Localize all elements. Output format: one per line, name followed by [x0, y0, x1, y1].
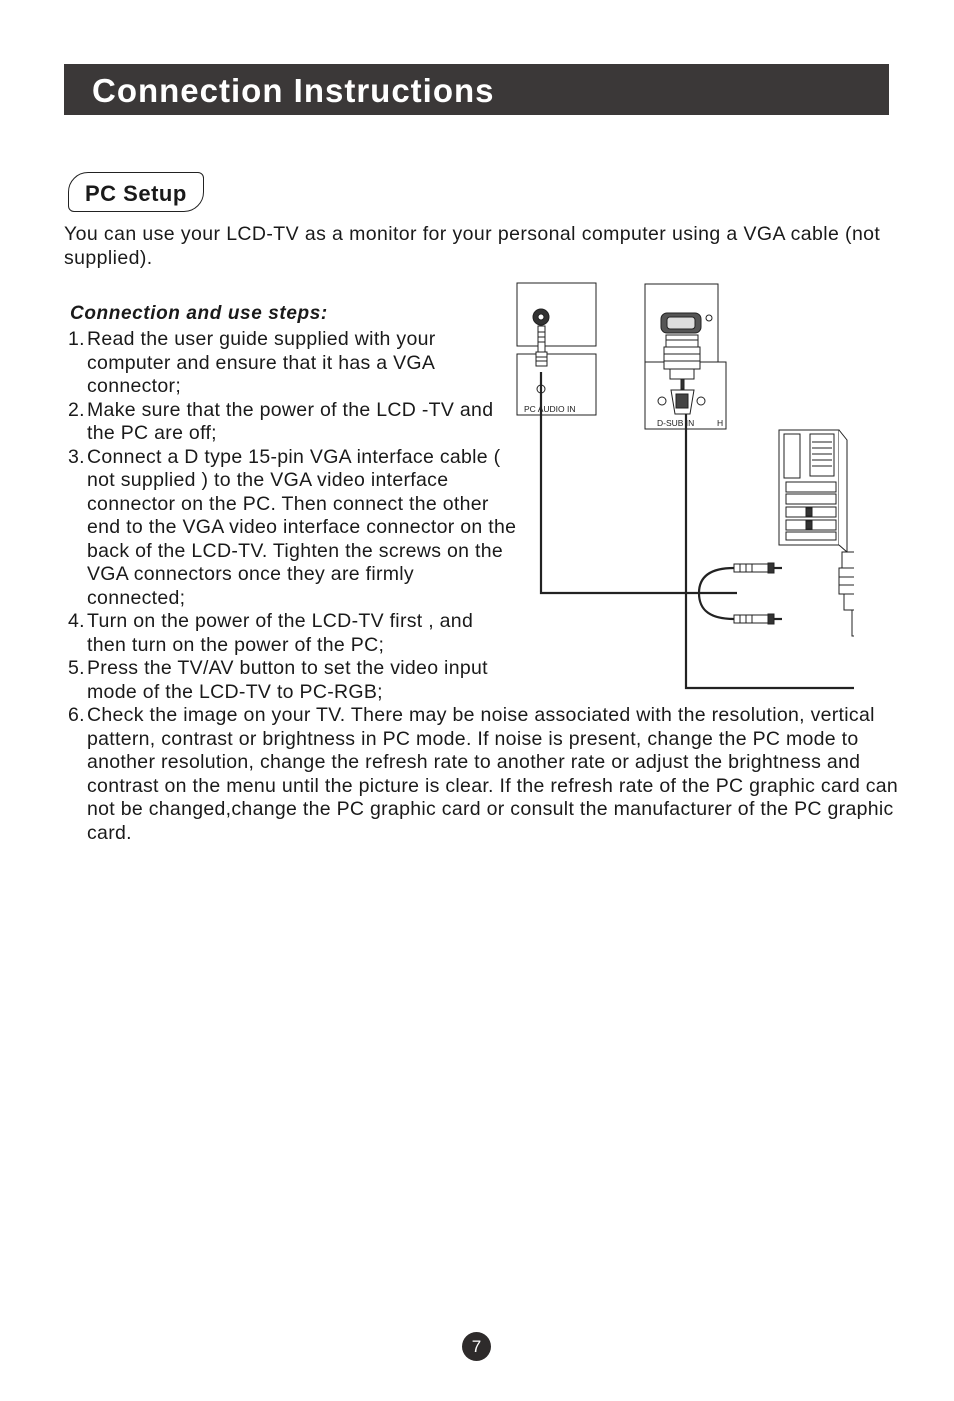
step-number: 2.: [68, 398, 85, 421]
page-number: 7: [462, 1332, 491, 1361]
steps-heading: Connection and use steps:: [70, 303, 328, 324]
step-number: 3.: [68, 445, 85, 468]
step-text: Press the TV/AV button to set the video input mode of the LCD-TV to PC-RGB;: [87, 657, 488, 703]
step-item: [68, 399, 517, 446]
section-badge: [68, 172, 204, 212]
step-number: 4.: [68, 610, 85, 632]
header-bar: [64, 64, 889, 115]
step-item: [68, 610, 517, 657]
step-number: 6.: [68, 704, 85, 726]
step-number: 5.: [68, 657, 85, 679]
audio-panel-top: [517, 283, 596, 346]
page-title: Connection Instructions: [92, 72, 495, 109]
pc-audio-label: PC AUDIO IN: [524, 404, 576, 414]
step-text: Read the user guide supplied with your computer and ensure that it has a VGA connector;: [87, 328, 436, 397]
step-text: Make sure that the power of the LCD -TV and the PC are off;: [87, 398, 494, 444]
step-item: [68, 704, 917, 845]
dsub-label: D-SUB IN: [657, 418, 695, 428]
vga-connector-icon: [658, 313, 712, 414]
step-text: Check the image on your TV. There may be noise associated with the resolution, vertical pattern, contrast or brightness in PC mode. If noise is present, change the PC mode to another resolution, change the refresh rate to another rate or adjust the brightness and contrast on the menu until the picture is clear. If the refresh rate of the PC graphic card can not be changed,change the PC graphic card or consult the manufacturer of the PC graphic card.: [87, 704, 899, 844]
section-title: PC Setup: [85, 181, 187, 206]
step-number: 1.: [68, 328, 85, 350]
connection-diagram: [514, 282, 854, 694]
step-item: [68, 657, 517, 704]
step-text: Turn on the power of the LCD-TV first , and then turn on the power of the PC;: [87, 610, 474, 656]
audio-plug-icon: [734, 563, 774, 624]
step-text: Connect a D type 15-pin VGA interface cable ( not supplied ) to the VGA video interface connector on the PC. Then connect the other end to the VGA video interface connector on the back of the LCD-TV. Tighten the screws on the VGA connectors once they are firmly connected;: [87, 445, 517, 609]
intro-paragraph: You can use your LCD-TV as a monitor for your personal computer using a VGA cable (not supplied).: [64, 223, 881, 269]
pc-tower-icon: [779, 430, 847, 552]
step-item: [68, 328, 517, 399]
vga-plug-icon: [839, 552, 854, 636]
h-label: H: [717, 418, 724, 428]
step-item: [68, 446, 517, 611]
